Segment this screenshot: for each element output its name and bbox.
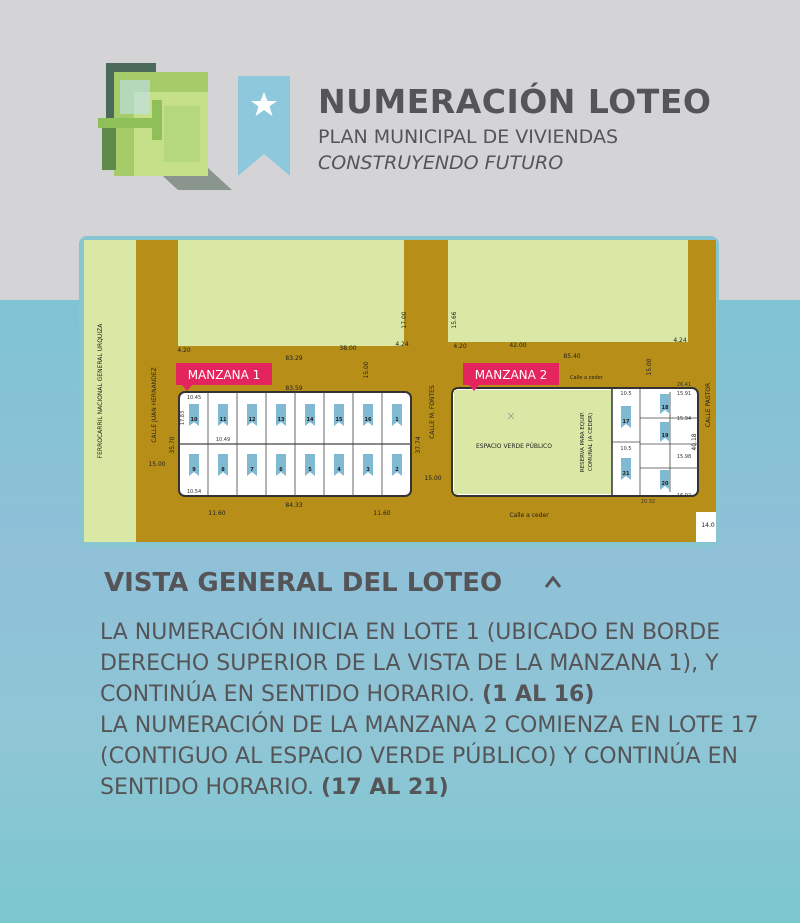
m2-lot-a: 10.5	[620, 391, 632, 397]
m1-green-side: 17.00	[401, 311, 408, 329]
lot-4: 4	[337, 467, 341, 473]
m1-street-left: 15.00	[148, 461, 166, 468]
m2-green-top: 42.00	[509, 342, 527, 349]
street-juan-hernandez: CALLE JUAN HERNANDEZ	[151, 367, 158, 443]
reserve-label-2: COMUNAL (A CEDER)	[588, 412, 594, 472]
lot-10: 10	[190, 417, 198, 423]
m2-top-width: 85.40	[563, 353, 581, 360]
m2-lot-b: 26.41	[676, 382, 692, 388]
lot-15: 15	[335, 417, 343, 423]
lot-18: 18	[661, 405, 669, 411]
manzana-2-label: MANZANA 2	[474, 368, 548, 382]
lot-13: 13	[277, 417, 285, 423]
m2-lot-e: 15.98	[676, 454, 692, 460]
street-bottom: Calle a ceder	[509, 512, 549, 519]
m2-lot-d: 15.94	[676, 416, 692, 422]
page-subtitle: PLAN MUNICIPAL DE VIVIENDAS	[318, 126, 619, 148]
manzana-1-label: MANZANA 1	[187, 368, 261, 382]
street-top-right-label: Calle a ceder	[570, 375, 603, 381]
description-text	[100, 617, 760, 803]
m2-lot-c: 15.91	[676, 391, 692, 397]
m2-green-side: 15.66	[451, 311, 458, 329]
lot-16: 16	[364, 417, 372, 423]
lot-20: 20	[661, 481, 669, 487]
lot-21: 21	[622, 471, 630, 477]
m1-street-top: 15.00	[363, 361, 370, 379]
m2-right-height: 40.18	[691, 433, 698, 451]
m1-left-height: 35.70	[169, 436, 176, 454]
m1-right-height: 37.74	[415, 436, 422, 454]
lot-width-mid: 10.49	[215, 437, 231, 443]
lot-8: 8	[221, 467, 225, 473]
lot-5: 5	[308, 467, 312, 473]
reserve-label-1: RESERVA PARA EQUIP.	[580, 411, 586, 473]
description-p1-range: (1 AL 16)	[482, 682, 595, 707]
lot-depth: 17.83	[180, 410, 186, 426]
chevron-up-icon[interactable]	[543, 574, 563, 590]
lot-19: 19	[661, 433, 669, 439]
m2-street-left: 15.00	[424, 475, 442, 482]
m1-green-top: 38.00	[339, 345, 357, 352]
m1-bottom-b: 11.60	[373, 510, 391, 517]
lot-3: 3	[366, 467, 370, 473]
m1-bottom-a: 11.60	[208, 510, 226, 517]
lot-width-bottom: 10.54	[186, 489, 202, 495]
page-title: NUMERACIÓN LOTEO	[318, 82, 712, 121]
lot-width-top: 10.45	[186, 395, 202, 401]
m2-lot-g: 20.32	[640, 499, 656, 505]
lot-11: 11	[219, 417, 227, 423]
street-m-fontes: CALLE M. FONTES	[429, 385, 436, 439]
railway-strip	[84, 240, 136, 542]
lot-12: 12	[248, 417, 256, 423]
m1-top-width: 83.29	[285, 355, 303, 362]
m1-bottom-width: 84.33	[285, 502, 303, 509]
railway-label: FERROCARRIL NACIONAL GENERAL URQUIZA	[97, 323, 104, 459]
green-space-top-2	[448, 240, 688, 342]
page-tagline: CONSTRUYENDO FUTURO	[318, 152, 564, 174]
section-title	[104, 568, 502, 598]
star-ribbon-icon	[236, 76, 292, 176]
lot-9: 9	[192, 467, 196, 473]
description-p1: LA NUMERACIÓN INICIA EN LOTE 1 (UBICADO EN BORDE DERECHO SUPERIOR DE LA VISTA DE LA MANZANA 1), Y CONTINÚA EN SENTIDO HORARIO.	[100, 620, 721, 707]
m1-inner-top: 83.59	[285, 385, 303, 392]
green-space-top-1	[178, 240, 404, 346]
description-p2-range: (17 AL 21)	[321, 775, 449, 800]
lot-7: 7	[250, 467, 254, 473]
m2-corner-a: 4.20	[453, 343, 467, 350]
lot-map	[84, 240, 716, 542]
m2-edge: 14.0	[701, 522, 715, 529]
section-title-text: VISTA GENERAL DEL LOTEO	[104, 568, 503, 598]
lot-1: 1	[395, 417, 399, 423]
lot-14: 14	[306, 417, 314, 423]
lot-17: 17	[622, 419, 630, 425]
m2-street-top: 15.00	[646, 358, 653, 376]
lot-2: 2	[395, 467, 399, 473]
m2-corner-b: 4.24	[673, 337, 687, 344]
m2-lot-h: 10.5	[620, 446, 632, 452]
description-p2: LA NUMERACIÓN DE LA MANZANA 2 COMIENZA EN LOTE 17 (CONTIGUO AL ESPACIO VERDE PÚBLICO) Y CONTINÚA EN SENTIDO HORARIO.	[100, 713, 759, 800]
lot-6: 6	[279, 467, 283, 473]
green-space-label: ESPACIO VERDE PÚBLICO	[476, 443, 552, 450]
street-pastor: CALLE PASTOR	[705, 382, 712, 428]
m2-lot-f: 16.02	[676, 493, 692, 499]
m1-corner-b: 4.24	[395, 341, 409, 348]
house-icon	[94, 60, 236, 192]
m1-corner-a: 4.20	[177, 347, 191, 354]
